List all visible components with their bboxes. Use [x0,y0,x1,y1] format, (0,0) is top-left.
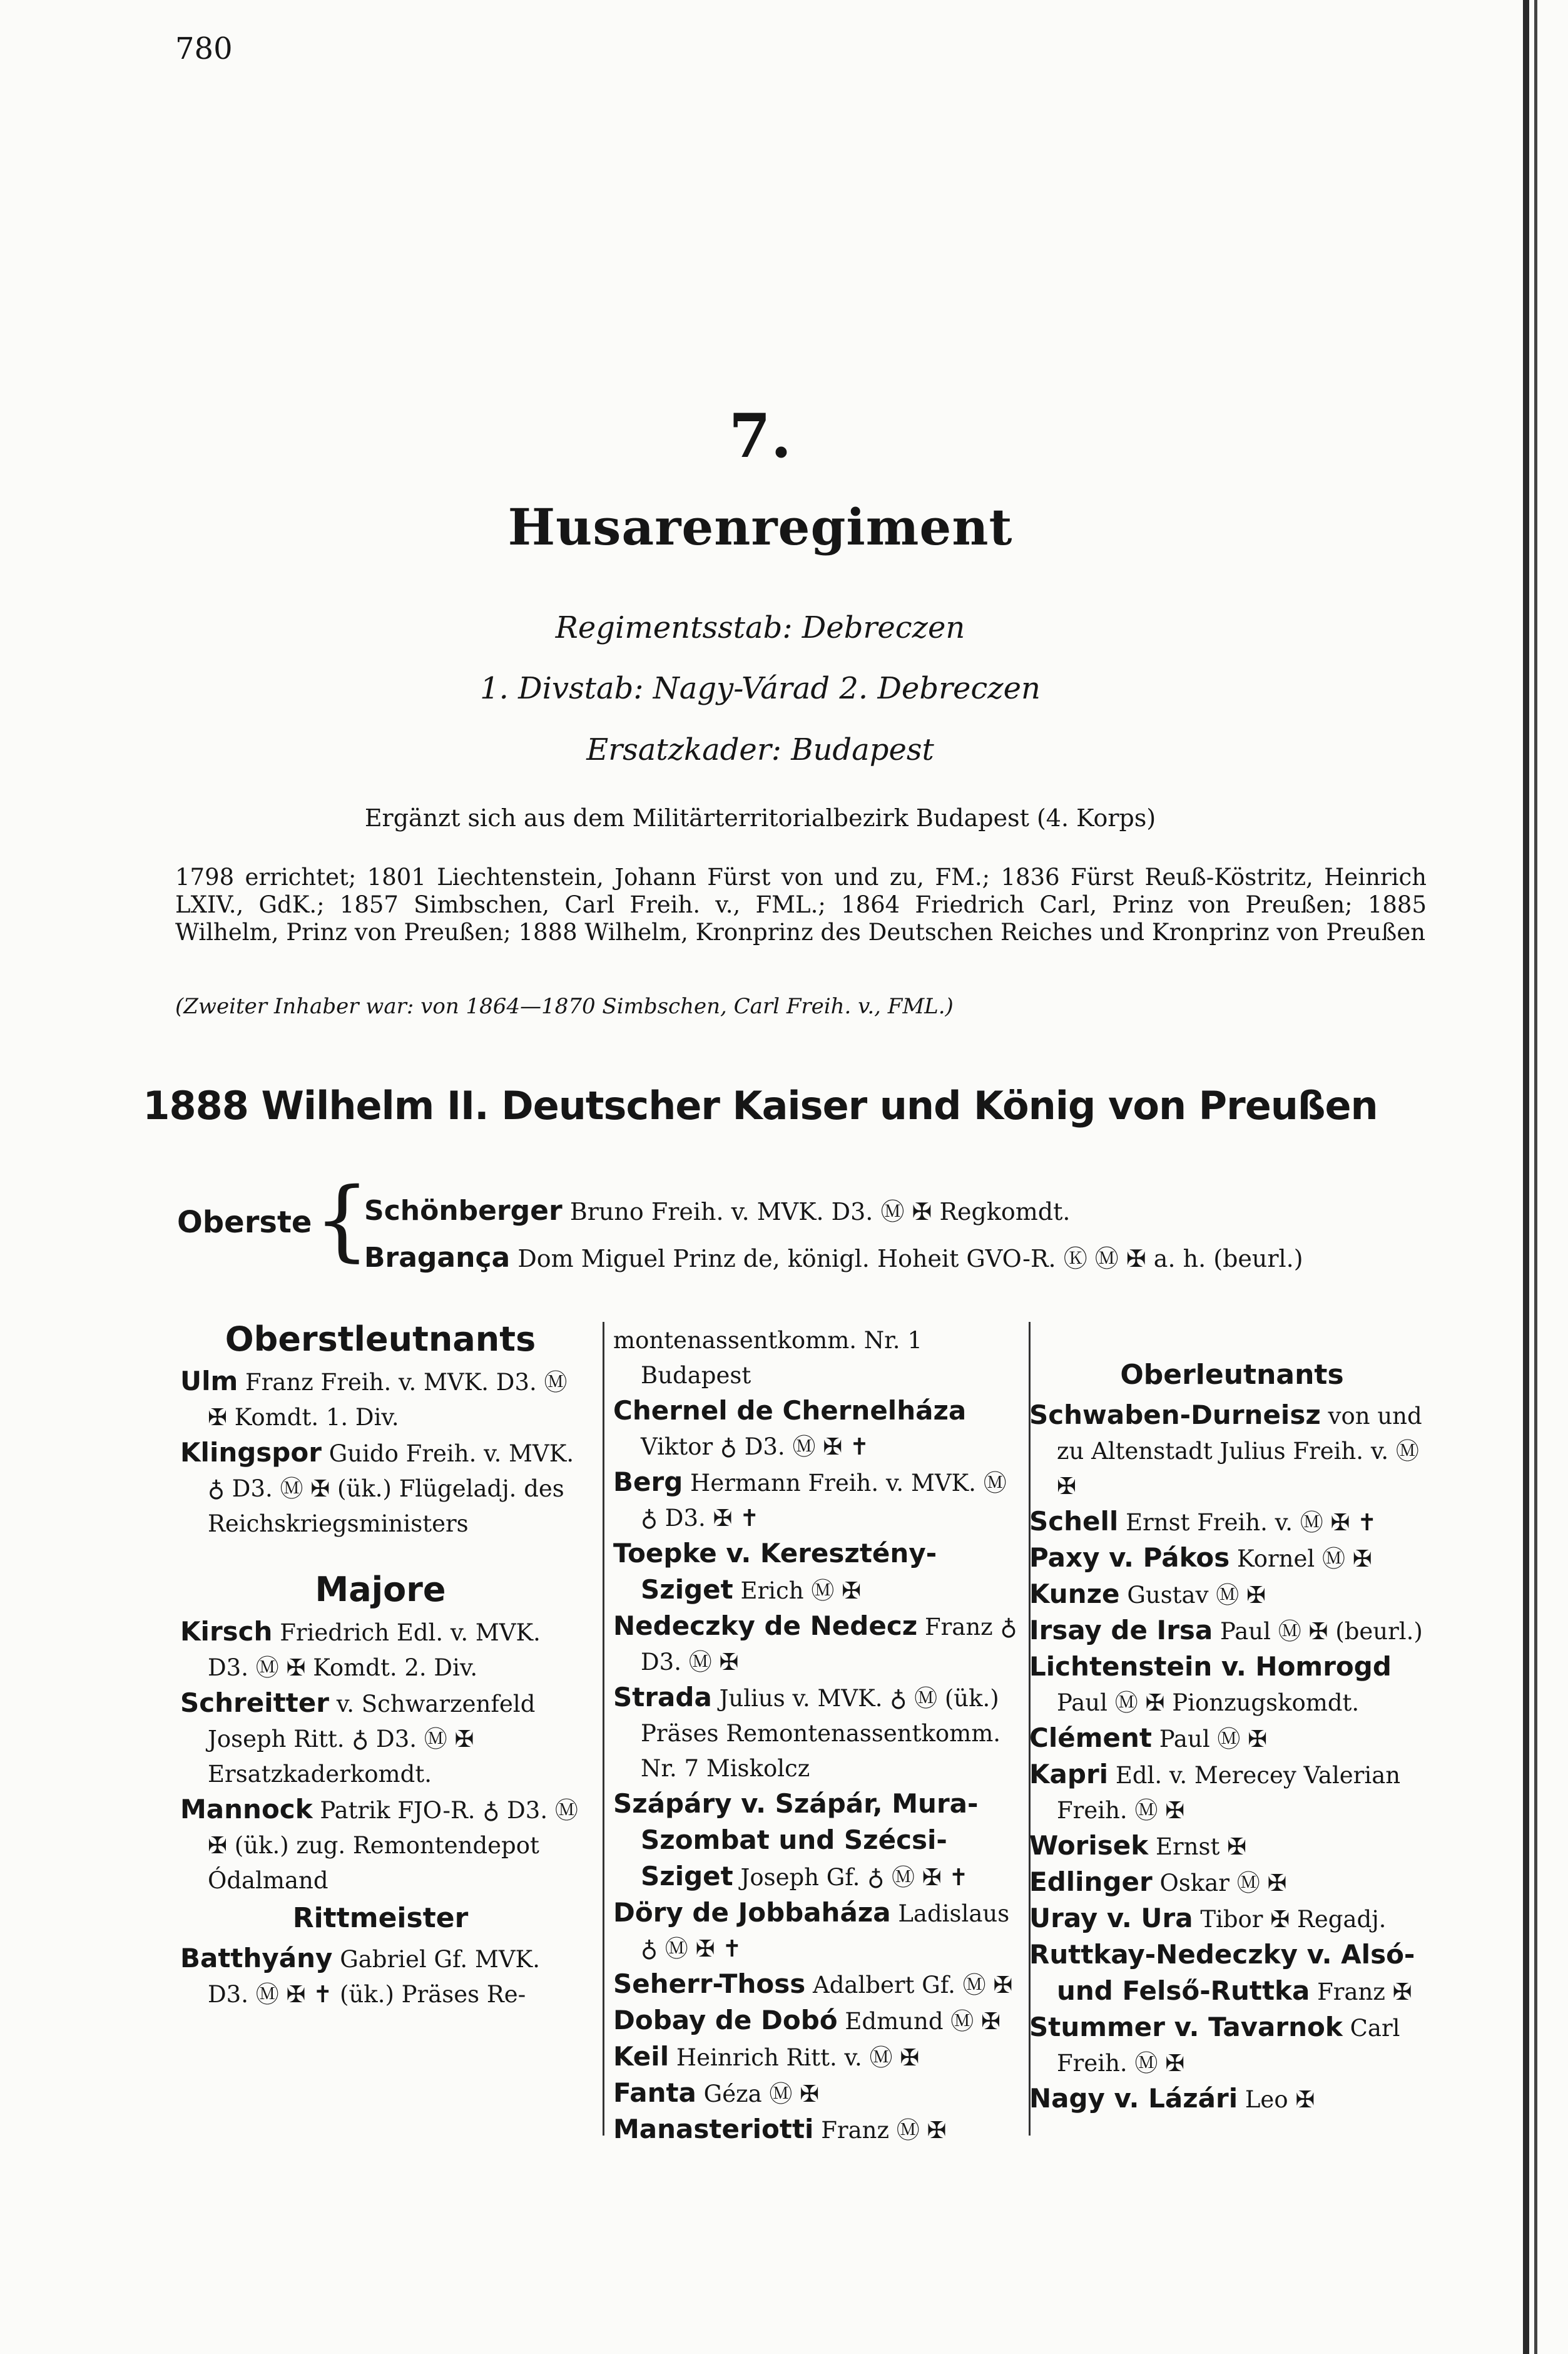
entry-details: Ernst Freih. v. Ⓜ ✠ ✝ [1126,1509,1377,1536]
page-edge-line [1534,0,1537,2354]
regiment-title: Husarenregiment [507,498,1013,556]
roster-entry [180,1435,581,1542]
roster-entry [613,1322,1020,1393]
entry-details: Gustav Ⓜ ✠ [1127,1582,1266,1609]
roster-entry [1029,1721,1435,1757]
roster-entry [613,2003,1020,2039]
roster-column-right [1029,1318,1435,2117]
entry-details: Patrik FJO-R. ♁ D3. Ⓜ ✠ (ük.) zug. Remontendepot Ódalmand [208,1797,578,1894]
entry-name: Seherr-Thoss [613,1968,806,1999]
entry-details: Hermann Freih. v. MVK. Ⓜ ♁ D3. ✠ ✝ [641,1470,1007,1532]
entry-details: Carl Freih. Ⓜ ✠ [1057,2015,1400,2077]
entry-name: Manasteriotti [613,2114,814,2144]
heading-oberstleutnants: Oberstleutnants [225,1319,536,1359]
roster-entry [1029,2081,1435,2117]
heading-majore: Majore [315,1570,446,1609]
entry-details: Paul Ⓜ ✠ (beurl.) [1220,1618,1423,1645]
entry-details: Kornel Ⓜ ✠ [1237,1545,1372,1572]
entry-details: Ernst ✠ [1155,1833,1247,1860]
regimentsstab-line: Regimentsstab: Debreczen [555,610,965,645]
oberst-name: Schönberger [364,1195,563,1227]
entry-details: Viktor ♁ D3. Ⓜ ✠ ✝ [641,1433,869,1460]
entry-details: Oskar Ⓜ ✠ [1159,1870,1287,1896]
entry-name: Chernel de Chernelháza [613,1395,967,1426]
entry-name: Edlinger [1029,1866,1153,1897]
oberste-label: Oberste [177,1205,312,1240]
entry-name: Mannock [180,1794,313,1824]
entry-details: montenassentkomm. Nr. 1 Budapest [613,1327,922,1389]
entry-details: Paul Ⓜ ✠ Pionzugskomdt. [1057,1689,1360,1716]
roster-entry [613,1895,1020,1967]
entry-details: Géza Ⓜ ✠ [703,2080,820,2107]
roster-entry [180,1364,581,1435]
entry-details: Ladislaus ♁ Ⓜ ✠ ✝ [641,1900,1010,1962]
page-edge-shadow [1523,0,1529,2354]
oberst-details: Bruno Freih. v. MVK. D3. Ⓜ ✠ Regkomdt. [569,1198,1071,1226]
roster-entry [180,1614,581,1686]
entry-name: Kapri [1029,1759,1109,1789]
entry-name: Kunze [1029,1579,1120,1609]
second-owner-note: (Zweiter Inhaber war: von 1864—1870 Simbschen, Carl Freih. v., FML.) [175,994,954,1019]
roster-entry [1029,2010,1435,2081]
entry-name: Clément [1029,1722,1152,1753]
roster-entry [1029,1828,1435,1865]
entry-name: Fanta [613,2077,696,2108]
inhaber-heading: 1888 Wilhelm II. Deutscher Kaiser und König von Preußen [143,1083,1378,1128]
oberste-brace: { [314,1169,370,1271]
oberst-name: Bragança [364,1242,511,1274]
roster-entry [613,1536,1020,1609]
roster-entry [1029,1398,1435,1504]
entry-name: Nagy v. Lázári [1029,2083,1238,2114]
roster-entry [613,2039,1020,2075]
entry-name: Schwaben-Durneisz [1029,1400,1321,1430]
roster-entry [613,1786,1020,1895]
entry-details: Franz ♁ D3. Ⓜ ✠ [641,1614,1017,1676]
roster-entry [1029,1540,1435,1577]
entry-name: Irsay de Irsa [1029,1615,1213,1645]
entry-details: Erich Ⓜ ✠ [740,1577,862,1604]
entry-details: v. Schwarzenfeld Joseph Ritt. ♁ D3. Ⓜ ✠ Ersatzkaderkomdt. [208,1691,536,1788]
entry-details: Heinrich Ritt. v. Ⓜ ✠ [676,2044,920,2071]
roster-entry [613,1465,1020,1536]
entry-name: Ulm [180,1366,238,1396]
roster-entry [180,1941,581,2012]
entry-details: Guido Freih. v. MVK. ♁ D3. Ⓜ ✠ (ük.) Flügeladj. des Reichskriegsministers [208,1440,574,1537]
entry-name: Schell [1029,1506,1119,1537]
roster-entry [1029,1757,1435,1828]
roster-entry [1029,1901,1435,1937]
roster-column-middle [603,1322,1031,2144]
entry-name: Batthyány [180,1943,333,1973]
regiment-number: 7. [728,401,792,471]
entry-name: Klingspor [180,1437,322,1468]
entry-details: von und zu Altenstadt Julius Freih. v. Ⓜ ✠ [1057,1403,1422,1500]
erganzt-line: Ergänzt sich aus dem Militärterritorialbezirk Budapest (4. Korps) [364,804,1156,832]
roster-entry [180,1792,581,1898]
entry-name: Schreitter [180,1687,329,1718]
entry-details: Franz Ⓜ ✠ [821,2117,947,2144]
oberst-row [364,1192,1070,1227]
roster-entry [180,1686,581,1792]
oberst-details: Dom Miguel Prinz de, königl. Hoheit GVO-R. Ⓚ Ⓜ ✠ a. h. (beurl.) [517,1245,1303,1272]
ersatzkader-line: Ersatzkader: Budapest [586,732,934,767]
heading-oberleutnants: Oberleutnants [1120,1359,1344,1391]
entry-name: Berg [613,1466,683,1497]
entry-name: Strada [613,1682,712,1712]
entry-details: Paul Ⓜ ✠ [1159,1726,1268,1753]
roster-column-left [180,1318,581,2012]
page-number: 780 [175,31,233,66]
entry-name: Stummer v. Tavarnok [1029,2012,1343,2042]
roster-entry [1029,1865,1435,1901]
roster-entry [1029,1613,1435,1649]
roster-entry [613,1967,1020,2003]
entry-details: Leo ✠ [1245,2086,1315,2113]
entry-name: Döry de Jobbaháza [613,1897,891,1928]
roster-entry [613,2112,1020,2148]
entry-details: Julius v. MVK. ♁ Ⓜ (ük.) Präses Remontenassentkomm. Nr. 7 Miskolcz [641,1685,1001,1782]
entry-details: Friedrich Edl. v. MVK. D3. Ⓜ ✠ Komdt. 2. Div. [208,1619,541,1681]
roster-entry [613,1680,1020,1786]
roster-entry [613,1609,1020,1680]
entry-name: Lichtenstein v. Homrogd [1029,1651,1392,1682]
entry-details: Edl. v. Merecey Valerian Freih. Ⓜ ✠ [1057,1762,1401,1824]
entry-name: Paxy v. Pákos [1029,1542,1230,1573]
entry-details: Joseph Gf. ♁ Ⓜ ✠ ✝ [740,1864,969,1891]
heading-rittmeister: Rittmeister [292,1902,469,1934]
entry-details: Edmund Ⓜ ✠ [845,2008,1001,2035]
entry-details: Tibor ✠ Regadj. [1200,1906,1387,1933]
roster-entry [1029,1937,1435,2010]
roster-entry [1029,1577,1435,1613]
entry-name: Dobay de Dobó [613,2005,838,2035]
entry-details: Gabriel Gf. MVK. D3. Ⓜ ✠ ✝ (ük.) Präses Re- [208,1946,540,2008]
divstab-line: 1. Divstab: Nagy-Várad 2. Debreczen [480,671,1041,706]
entry-name: Szápáry v. Szápár, Mura-Szombat und Szécsi-Sziget [613,1788,979,1891]
entry-name: Keil [613,2041,669,2072]
entry-name: Kirsch [180,1616,273,1647]
entry-name: Nedeczky de Nedecz [613,1610,918,1641]
entry-details: Franz ✠ [1317,1978,1412,2005]
entry-details: Adalbert Gf. Ⓜ ✠ [812,1972,1013,1998]
entry-name: Uray v. Ura [1029,1903,1193,1933]
entry-name: Worisek [1029,1830,1149,1861]
entry-name: Ruttkay-Nedeczky v. Alsó- und Felső-Ruttka [1029,1939,1415,2006]
regiment-history: 1798 errichtet; 1801 Liechtenstein, Johann Fürst von und zu, FM.; 1836 Fürst Reuß-Köstritz, Heinrich LXIV., GdK.; 1857 Simbschen, Carl Freih. v., FML.; 1864 Friedrich Carl, Prinz von Preußen; 1885 Wilhelm, Prinz von Preußen; 1888 Wilhelm, Kronprinz des Deutschen Reiches und Kronprinz von Preußen [175,864,1427,946]
oberst-row [364,1239,1303,1274]
roster-entry [1029,1649,1435,1721]
roster-entry [613,1393,1020,1465]
roster-entry [613,2075,1020,2112]
entry-details: Franz Freih. v. MVK. D3. Ⓜ ✠ Komdt. 1. Div. [208,1369,568,1431]
roster-entry [1029,1504,1435,1540]
entry-name: Toepke v. Keresztény-Sziget [613,1538,937,1605]
